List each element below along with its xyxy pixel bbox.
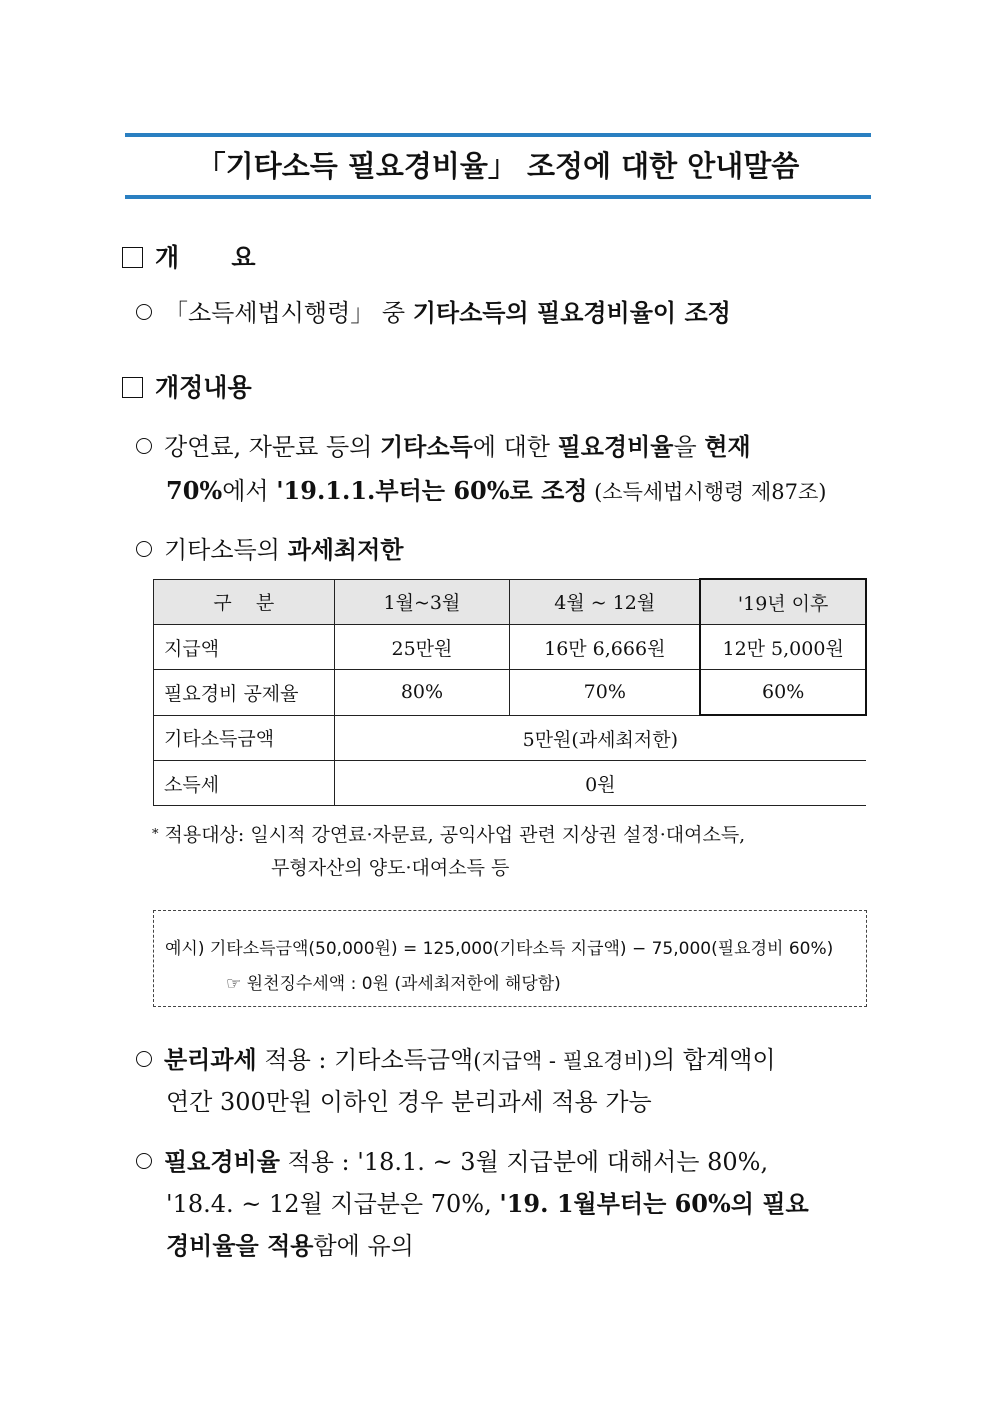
text-bold-span: '19. 1월부터는 60%의 필요 (499, 1189, 809, 1218)
text-span: 의 합계액이 (652, 1046, 776, 1074)
circle-bullet-icon (136, 541, 152, 557)
text-bold-span: 기타소득 (380, 432, 473, 461)
separate-taxation-line-1 (136, 1040, 776, 1075)
section-revision-label: 개정내용 (155, 373, 252, 402)
table-cell: 25만원 (334, 625, 510, 670)
table-row (154, 670, 867, 716)
text-bold-span: 분리과세 (164, 1045, 257, 1074)
circle-bullet-icon (136, 1153, 152, 1169)
table-cell: 16만 6,666원 (510, 625, 701, 670)
overview-text: 「소득세법시행령」 중 (164, 299, 413, 327)
table-row (154, 715, 867, 761)
table-cell: 12만 5,000원 (700, 625, 866, 670)
text-span: 적용 : '18.1. ~ 3월 지급분에 대해서는 80%, (279, 1148, 769, 1176)
table-row (154, 761, 867, 806)
text-span: 에서 (222, 477, 277, 505)
revision-item-1-line-1 (136, 427, 871, 462)
title-bottom-rule (125, 195, 871, 199)
table-header-row (154, 579, 867, 625)
overview-text-bold: 기타소득의 필요경비율이 조정 (412, 298, 731, 327)
table-footnote-line-1 (152, 820, 745, 847)
text-small-span: (지급액 - 필요경비) (473, 1049, 653, 1073)
table-cell: 70% (510, 670, 701, 716)
example-line-2: ☞ 원천징수세액 : 0원 (과세최저한에 해당함) (226, 974, 561, 994)
table-cell: 소득세 (154, 761, 335, 806)
text-span: 함에 유의 (313, 1232, 414, 1260)
tax-threshold-table (153, 578, 867, 806)
circle-bullet-icon (136, 304, 152, 320)
text-span: 강연료, 자문료 등의 (164, 433, 380, 461)
text-bold-span: 경비율을 적용 (166, 1231, 314, 1260)
table-footnote-line-2: 무형자산의 양도·대여소득 등 (271, 857, 510, 879)
expense-rate-line-2 (166, 1184, 809, 1219)
overview-item (136, 293, 731, 328)
table-header-cell: '19년 이후 (700, 579, 866, 625)
text-span: 을 (673, 433, 705, 461)
table-row (154, 625, 867, 670)
circle-bullet-icon (136, 1051, 152, 1067)
text-bold-span: 70% (166, 476, 223, 505)
text-span: 적용 : 기타소득금액 (256, 1046, 474, 1074)
section-overview-label: 개 요 (155, 243, 256, 272)
title-block (125, 133, 871, 199)
table-cell: 5만원(과세최저한) (334, 715, 866, 761)
expense-rate-line-1 (136, 1142, 768, 1177)
table-cell: 지급액 (154, 625, 335, 670)
text-bold-span: 필요경비율 (164, 1147, 280, 1176)
square-bullet-icon (122, 247, 143, 268)
table-cell: 필요경비 공제율 (154, 670, 335, 716)
text-bold-span: 현재 (704, 432, 751, 461)
footnote-mark: * (152, 827, 159, 842)
table-cell: 기타소득금액 (154, 715, 335, 761)
text-span: 기타소득의 (164, 536, 288, 564)
text-span: 에 대한 (472, 433, 558, 461)
section-overview-heading (122, 238, 256, 274)
example-box (153, 910, 867, 1007)
footnote-text: 적용대상: 일시적 강연료·자문료, 공익사업 관련 지상권 설정·대여소득, (164, 824, 746, 846)
square-bullet-icon (122, 377, 143, 398)
table-cell: 80% (334, 670, 510, 716)
text-bold-span: 과세최저한 (287, 535, 404, 564)
separate-taxation-line-2: 연간 300만원 이하인 경우 분리과세 적용 가능 (166, 1088, 652, 1116)
example-line-1: 예시) 기타소득금액(50,000원) = 125,000(기타소득 지급액) − 75,000(필요경비 60%) (165, 939, 834, 959)
page-title: 「기타소득 필요경비율」 조정에 대한 안내말씀 (196, 149, 800, 183)
text-small-span: (소득세법시행령 제87조) (587, 480, 827, 504)
circle-bullet-icon (136, 438, 152, 454)
table-cell: 60% (700, 670, 866, 716)
table-header-cell: 1월~3월 (334, 579, 510, 625)
table-header-cell: 4월 ~ 12월 (510, 579, 701, 625)
text-bold-span: 필요경비율 (557, 432, 674, 461)
revision-item-2 (136, 530, 403, 565)
revision-item-1-line-2 (166, 471, 826, 506)
expense-rate-line-3 (166, 1226, 414, 1261)
table-cell: 0원 (334, 761, 866, 806)
section-revision-heading (122, 368, 252, 404)
text-span: '18.4. ~ 12월 지급분은 70%, (166, 1190, 500, 1218)
table-header-cell: 구 분 (154, 579, 335, 625)
text-bold-span: '19.1.1.부터는 60%로 조정 (276, 476, 588, 505)
